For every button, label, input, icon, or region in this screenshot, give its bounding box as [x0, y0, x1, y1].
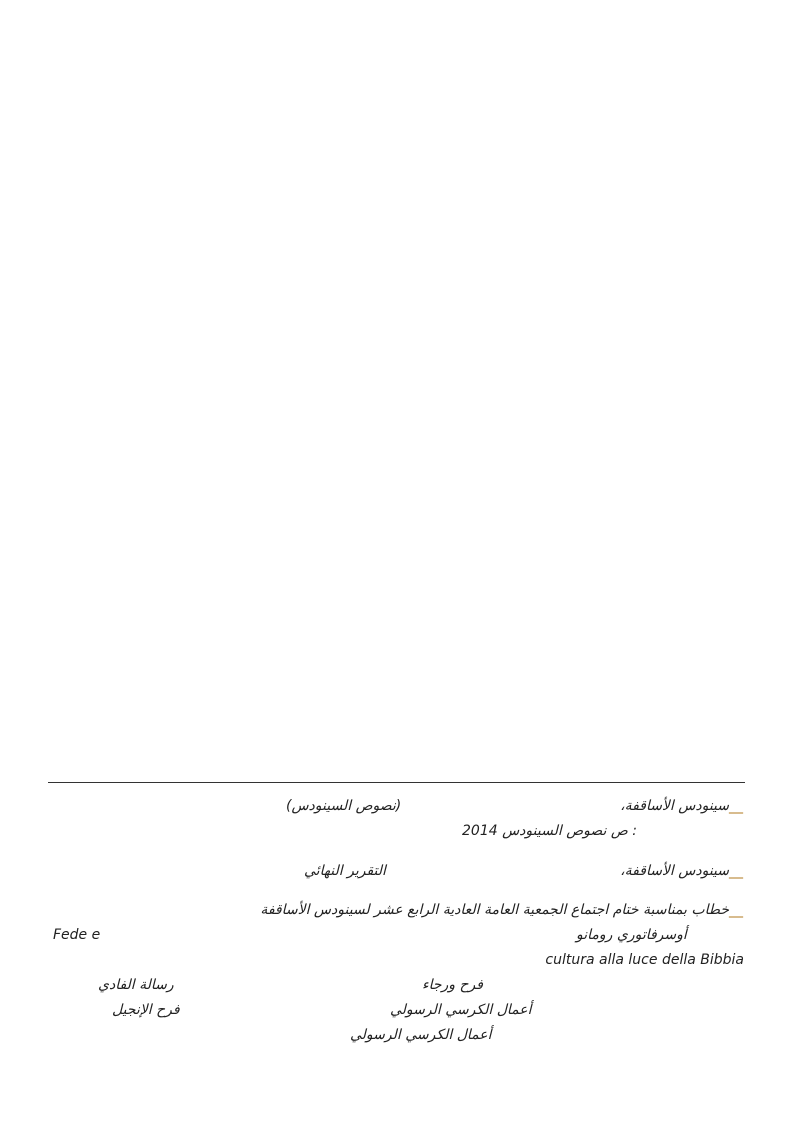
- footnote-marker: __: [729, 902, 743, 918]
- footnote-marker: __: [729, 863, 743, 879]
- footnote-3-title-line: [260, 901, 743, 919]
- footnote-marker: __: [729, 798, 743, 814]
- footnote-1-ref: (نصوص السينودس): [286, 798, 402, 814]
- footnote-2-title-line: [620, 862, 743, 880]
- footnote-2-ref: التقرير النهائي: [304, 863, 386, 879]
- footnote-3-fede: Fede e: [53, 927, 101, 943]
- footnote-3-work-acta-2: أعمال الكرسي الرسولي: [350, 1027, 492, 1043]
- footnote-1-title-line: [620, 797, 743, 815]
- footnote-3-work-farah-al-injil: فرح الإنجيل: [112, 1002, 180, 1018]
- footnote-3-source: أوسرفاتوري رومانو: [576, 927, 687, 943]
- footnote-1-title: سينودس الأساقفة،: [620, 798, 729, 814]
- footnote-2-title: سينودس الأساقفة،: [620, 863, 729, 879]
- footnote-1-continuation: : ص نصوص السينودس 2014: [462, 823, 637, 839]
- footnote-3-work-risalat-al-fadi: رسالة الفادي: [98, 977, 174, 993]
- footnote-3-title: خطاب بمناسبة ختام اجتماع الجمعية العامة العادية الرابع عشر لسينودس الأساقفة: [260, 902, 729, 918]
- footnote-3-work-farah-wa-raja: فرح ورجاء: [422, 977, 483, 993]
- footnote-3-cultura: cultura alla luce della Bibbia: [545, 952, 744, 968]
- footnote-separator: [48, 782, 745, 783]
- footnote-3-work-acta-1: أعمال الكرسي الرسولي: [390, 1002, 532, 1018]
